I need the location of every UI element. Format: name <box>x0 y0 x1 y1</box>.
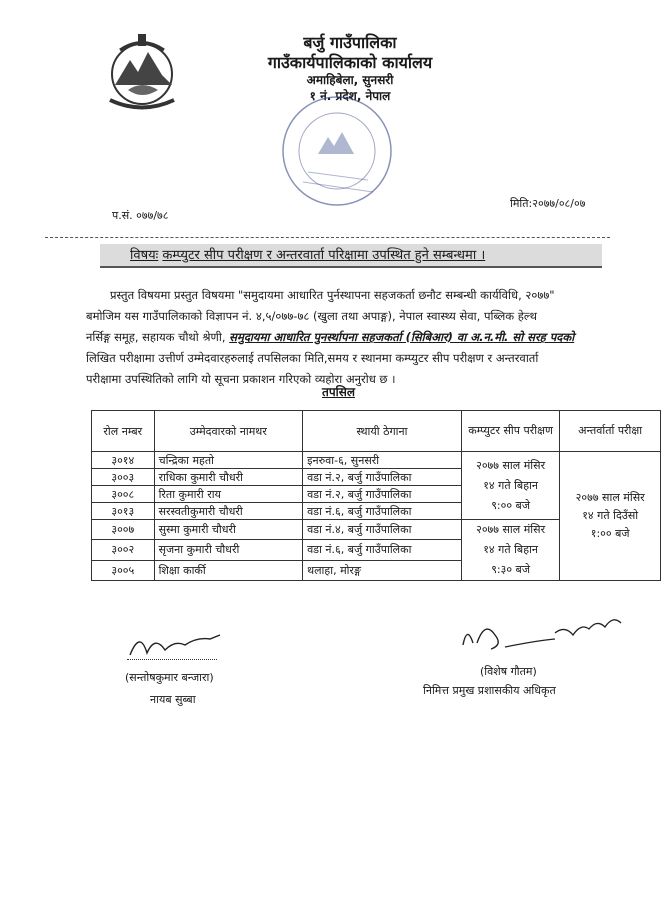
office-title: गाउँकार्यपालिकाको कार्यालय <box>267 53 433 72</box>
body-line: लिखित परीक्षामा उत्तीर्ण उम्मेदवारहरुलाई तपसिलका मिति,समय र स्थानमा कम्प्युटर सीप परीक्षण र अन्तरवार्ता <box>86 351 539 365</box>
exam-time-cell: २०७७ साल मंसिर १४ गते बिहान ९:३० बजे <box>461 520 559 581</box>
subject-text: कम्प्युटर सीप परीक्षण र अन्तरवार्ता परिक्षामा उपस्थित हुने सम्बन्धमा । <box>162 248 486 263</box>
name-cell: राधिका कुमारी चौधरी <box>154 469 302 486</box>
reference-number: प.सं. ०७७/७८ <box>112 209 169 222</box>
name-cell: चन्द्रिका महतो <box>154 452 302 469</box>
table-caption: तपसिल <box>322 385 356 399</box>
name-cell: सृजना कुमारी चौधरी <box>154 540 302 560</box>
name-cell: सुस्मा कुमारी चौधरी <box>154 520 302 540</box>
col-interview: अन्तर्वार्ता परीक्षा <box>560 411 661 452</box>
address-cell: वडा नं.६, बर्जु गाउँपालिका <box>303 540 462 560</box>
col-roll: रोल नम्बर <box>92 411 155 452</box>
signatory-right-name: (विशेष गौतम) <box>480 665 537 678</box>
roll-cell: ३००३ <box>92 469 155 486</box>
office-address: अमाहिबेला, सुनसरी <box>306 73 394 87</box>
col-address: स्थायी ठेगाना <box>303 411 462 452</box>
roll-cell: ३००७ <box>92 520 155 540</box>
signature-line <box>127 659 217 660</box>
issue-date: मिति:२०७७/०८/०७ <box>510 197 586 210</box>
address-cell: वडा नं.४, बर्जु गाउँपालिका <box>303 520 462 540</box>
office-name: बर्जु गाउँपालिका <box>303 33 397 52</box>
name-cell: रिता कुमारी राय <box>154 486 302 503</box>
body-line: प्रस्तुत विषयमा प्रस्तुत विषयमा "समुदायमा आधारित पुर्नस्थापना सहजकर्ता छनौट सम्बन्धी कार्यविधि, २०७७" <box>110 288 555 302</box>
roll-cell: ३००५ <box>92 560 155 580</box>
signature-right <box>455 605 630 663</box>
exam-time-cell: २०७७ साल मंसिर १४ गते बिहान ९:०० बजे <box>461 452 559 520</box>
body-line: परीक्षामा उपस्थितिको लागि यो सूचना प्रकाशन गरिएको व्यहोरा अनुरोध छ । <box>86 372 396 386</box>
roll-cell: ३०१३ <box>92 503 155 520</box>
address-cell: वडा नं.२, बर्जु गाउँपालिका <box>303 469 462 486</box>
address-cell: थलाहा, मोरङ्ग <box>303 560 462 580</box>
nepal-emblem-logo <box>100 30 185 115</box>
body-line: बमोजिम यस गाउँपालिकाको विज्ञापन नं. ४,५/०७७-७८ (खुला तथा अपाङ्ग), नेपाल स्वास्थ्य सेवा, पब्लिक हेल्थ <box>86 309 537 323</box>
address-cell: वडा नं.२, बर्जु गाउँपालिका <box>303 486 462 503</box>
address-cell: इनरुवा-६, सुनसरी <box>303 452 462 469</box>
roll-cell: ३००२ <box>92 540 155 560</box>
subject-prefix: विषयः <box>130 248 159 263</box>
signatory-left-name: (सन्तोषकुमार बन्जारा) <box>125 671 214 684</box>
candidate-table <box>91 410 661 581</box>
body-line: नर्सिङ्ग समूह, सहायक चौथो श्रेणी, समुदायमा आधारित पुनर्स्थापना सहजकर्ता (सिबिआर) वा अ.न.मी. सो सरह पदको <box>86 330 575 344</box>
col-computer-test: कम्प्युटर सीप परीक्षण <box>461 411 559 452</box>
emphasized-post: समुदायमा आधारित पुनर्स्थापना सहजकर्ता (सिबिआर) वा अ.न.मी. सो सरह पदको <box>229 330 575 344</box>
signatory-left-title: नायब सुब्बा <box>150 693 196 706</box>
subject-box <box>100 244 602 268</box>
name-cell: सरस्वतीकुमारी चौधरी <box>154 503 302 520</box>
office-province: १ नं. प्रदेश, नेपाल <box>309 89 391 103</box>
table-header-row <box>92 411 661 452</box>
divider <box>45 237 610 238</box>
interview-time-cell: २०७७ साल मंसिर १४ गते दिउँसो १:०० बजे <box>560 452 661 581</box>
address-cell: वडा नं.६, बर्जु गाउँपालिका <box>303 503 462 520</box>
roll-cell: ३०१४ <box>92 452 155 469</box>
roll-cell: ३००८ <box>92 486 155 503</box>
signatory-right-title: निमित्त प्रमुख प्रशासकीय अधिकृत <box>423 684 556 697</box>
office-stamp <box>278 92 396 210</box>
name-cell: शिक्षा कार्की <box>154 560 302 580</box>
table-row <box>92 452 661 469</box>
col-name: उम्मेदवारको नामथर <box>154 411 302 452</box>
